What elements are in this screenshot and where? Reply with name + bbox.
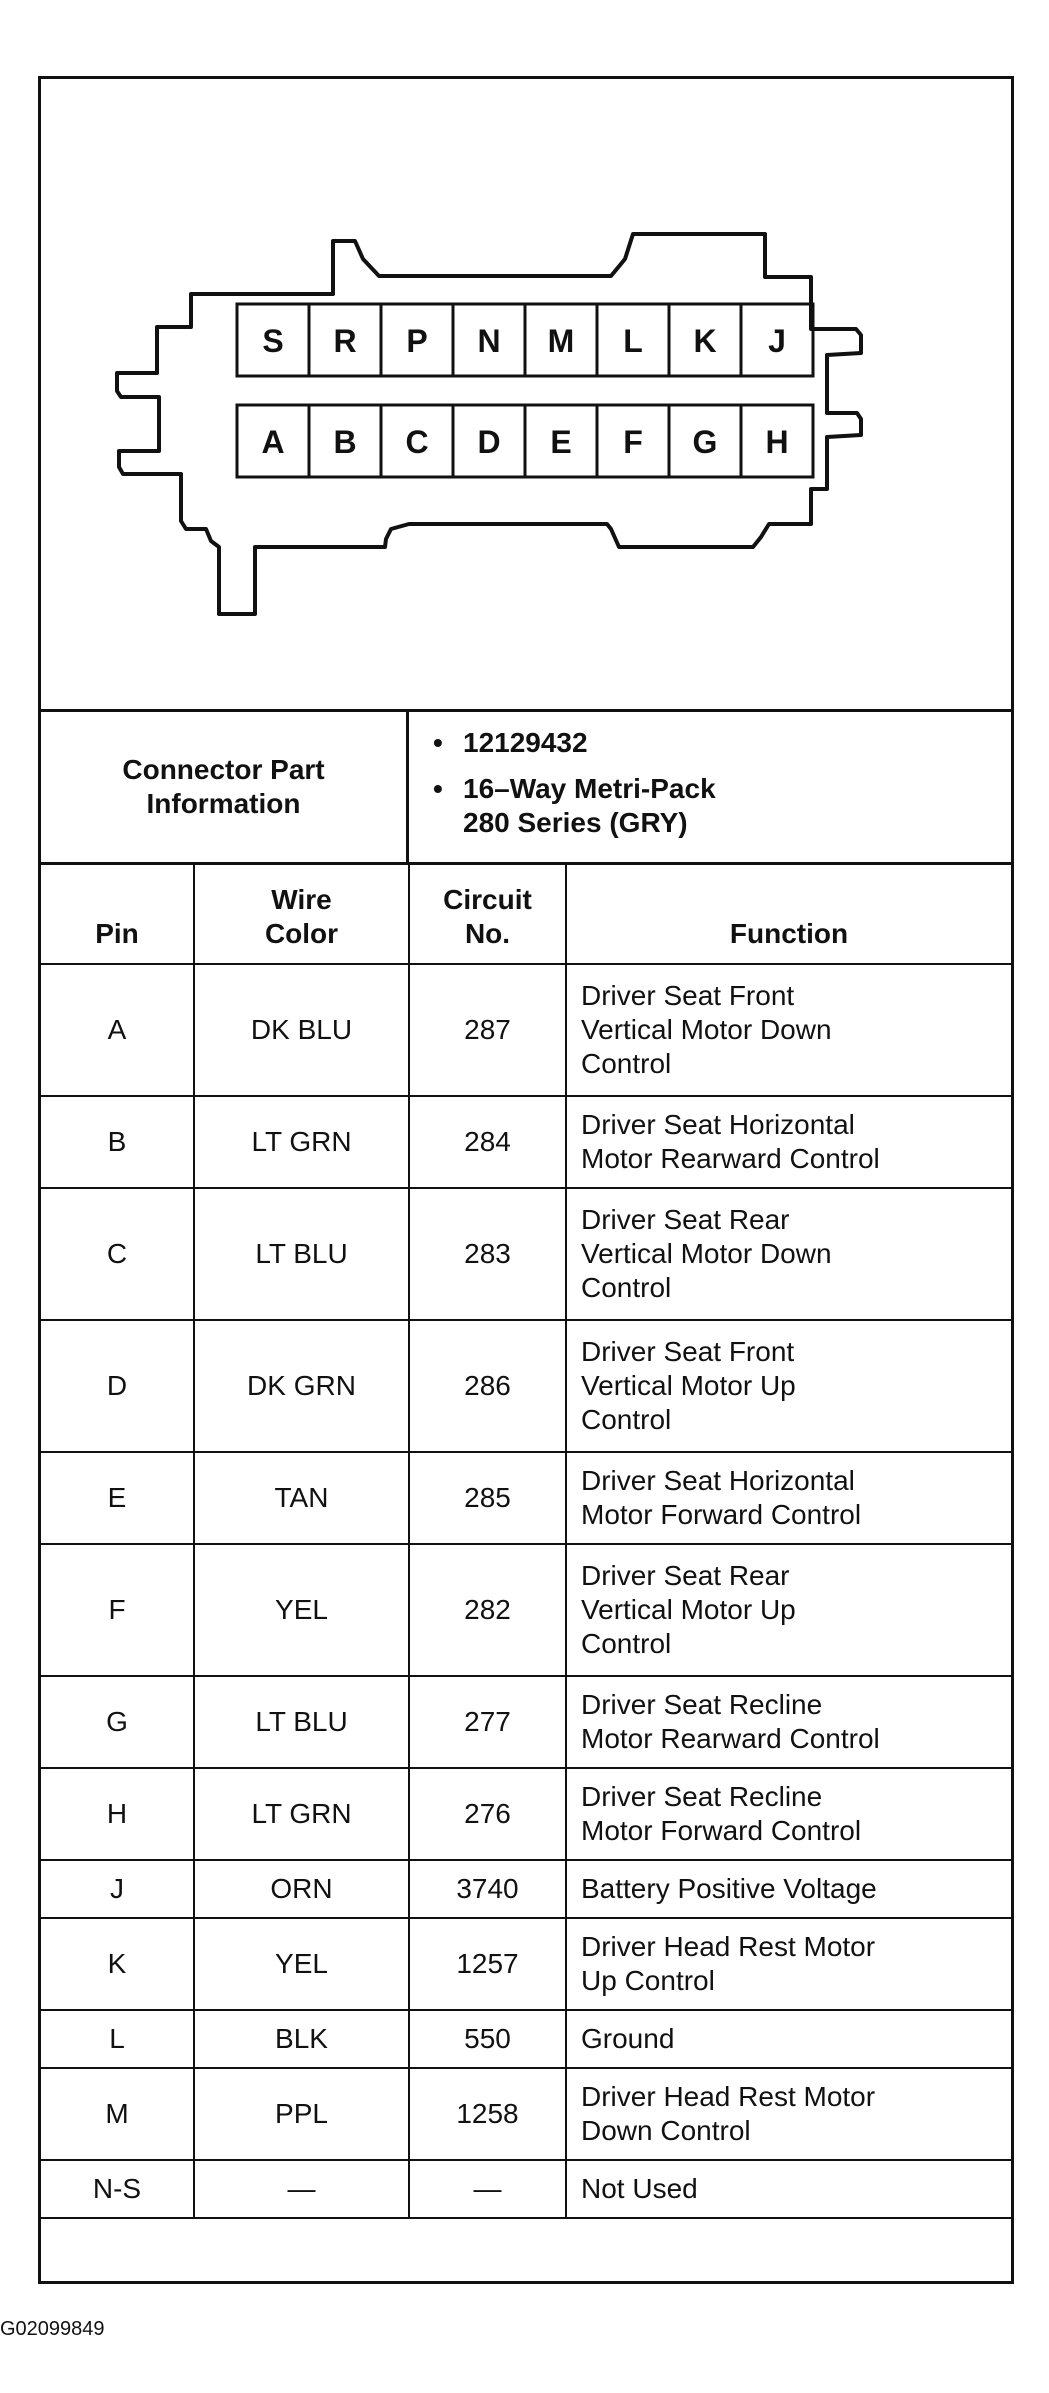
pin-cell: M	[41, 2068, 194, 2160]
pin-cell: G	[41, 1676, 194, 1768]
function-cell: Battery Positive Voltage	[566, 1860, 1011, 1918]
circuit-cell: 283	[409, 1188, 566, 1320]
wire-color-cell: BLK	[194, 2010, 409, 2068]
pin-cavity-L: L	[623, 323, 643, 359]
wire-color-cell: LT BLU	[194, 1188, 409, 1320]
table-row	[41, 1188, 1011, 1320]
table-row	[41, 2010, 1011, 2068]
circuit-cell: 1258	[409, 2068, 566, 2160]
pin-cell: H	[41, 1768, 194, 1860]
table-header-row	[41, 862, 1011, 964]
pin-cell: L	[41, 2010, 194, 2068]
connector-description: • 16–Way Metri-Pack	[463, 772, 1011, 806]
pin-cell: D	[41, 1320, 194, 1452]
table-row	[41, 1860, 1011, 1918]
pin-cavity-K: K	[693, 323, 717, 359]
function-cell: Ground	[566, 2010, 1011, 2068]
wire-color-cell: YEL	[194, 1544, 409, 1676]
table-row	[41, 1676, 1011, 1768]
pin-cavity-E: E	[550, 424, 572, 460]
pin-cavity-R: R	[333, 323, 357, 359]
pin-cavity-P: P	[406, 323, 428, 359]
header-circuit: Circuit No.	[409, 862, 566, 964]
connector-diagram	[41, 79, 1011, 712]
function-cell: Driver Head Rest Motor Down Control	[566, 2068, 1011, 2160]
pin-cell: F	[41, 1544, 194, 1676]
circuit-cell: 3740	[409, 1860, 566, 1918]
table-row	[41, 1096, 1011, 1188]
pin-cavity-D: D	[477, 424, 501, 460]
table-row	[41, 964, 1011, 1096]
function-cell: Driver Seat Front Vertical Motor Up Control	[566, 1320, 1011, 1452]
pin-cavity-G: G	[692, 424, 718, 460]
header-wire-color: Wire Color	[194, 862, 409, 964]
header-function: Function	[566, 862, 1011, 964]
pin-table	[41, 862, 1011, 2219]
circuit-cell: 550	[409, 2010, 566, 2068]
pin-cavity-C: C	[405, 424, 429, 460]
circuit-cell: 1257	[409, 1918, 566, 2010]
pin-cell: A	[41, 964, 194, 1096]
table-row	[41, 2068, 1011, 2160]
circuit-cell: 286	[409, 1320, 566, 1452]
circuit-cell: 282	[409, 1544, 566, 1676]
pin-cavity-J: J	[768, 323, 786, 359]
pin-cell: C	[41, 1188, 194, 1320]
wire-color-cell: LT GRN	[194, 1096, 409, 1188]
pin-cavity-H: H	[765, 424, 789, 460]
part-info-label: Connector Part Information	[41, 712, 409, 862]
wire-color-cell: LT GRN	[194, 1768, 409, 1860]
pin-cavity-N: N	[477, 323, 501, 359]
function-cell: Driver Seat Rear Vertical Motor Up Control	[566, 1544, 1011, 1676]
function-cell: Driver Seat Horizontal Motor Rearward Control	[566, 1096, 1011, 1188]
circuit-cell: 287	[409, 964, 566, 1096]
pin-cavity-F: F	[623, 424, 643, 460]
function-cell: Not Used	[566, 2160, 1011, 2218]
connector-series: 280 Series (GRY)	[463, 807, 688, 838]
pin-cell: K	[41, 1918, 194, 2010]
table-row	[41, 1544, 1011, 1676]
wire-color-cell: DK GRN	[194, 1320, 409, 1452]
connector-part-info	[41, 712, 1011, 865]
wire-color-cell: DK BLU	[194, 964, 409, 1096]
pin-cavity-B: B	[333, 424, 357, 460]
top-pin-row	[237, 304, 813, 376]
function-cell: Driver Seat Recline Motor Forward Control	[566, 1768, 1011, 1860]
circuit-cell: 285	[409, 1452, 566, 1544]
wire-color-cell: PPL	[194, 2068, 409, 2160]
circuit-cell: 284	[409, 1096, 566, 1188]
circuit-cell: 276	[409, 1768, 566, 1860]
pin-cell: N-S	[41, 2160, 194, 2218]
connector-outline-drawing	[41, 79, 1011, 709]
table-row	[41, 1918, 1011, 2010]
pin-cavity-A: A	[261, 424, 285, 460]
pin-cell: B	[41, 1096, 194, 1188]
bottom-pin-row	[237, 405, 813, 477]
table-row	[41, 1320, 1011, 1452]
circuit-cell: 277	[409, 1676, 566, 1768]
table-row	[41, 2160, 1011, 2218]
table-row	[41, 1452, 1011, 1544]
wire-color-cell: —	[194, 2160, 409, 2218]
connector-sheet	[38, 76, 1014, 2284]
function-cell: Driver Seat Recline Motor Rearward Control	[566, 1676, 1011, 1768]
figure-code: G02099849	[0, 2318, 105, 2340]
function-cell: Driver Head Rest Motor Up Control	[566, 1918, 1011, 2010]
pin-cell: J	[41, 1860, 194, 1918]
part-number: • 12129432	[463, 726, 1011, 760]
function-cell: Driver Seat Rear Vertical Motor Down Control	[566, 1188, 1011, 1320]
circuit-cell: —	[409, 2160, 566, 2218]
wire-color-cell: YEL	[194, 1918, 409, 2010]
part-info-values	[409, 712, 1011, 862]
header-pin: Pin	[41, 862, 194, 964]
wire-color-cell: LT BLU	[194, 1676, 409, 1768]
pin-cavity-M: M	[547, 323, 575, 359]
pin-cell: E	[41, 1452, 194, 1544]
wire-color-cell: TAN	[194, 1452, 409, 1544]
wire-color-cell: ORN	[194, 1860, 409, 1918]
function-cell: Driver Seat Front Vertical Motor Down Control	[566, 964, 1011, 1096]
table-row	[41, 1768, 1011, 1860]
function-cell: Driver Seat Horizontal Motor Forward Control	[566, 1452, 1011, 1544]
pin-cavity-S: S	[262, 323, 284, 359]
